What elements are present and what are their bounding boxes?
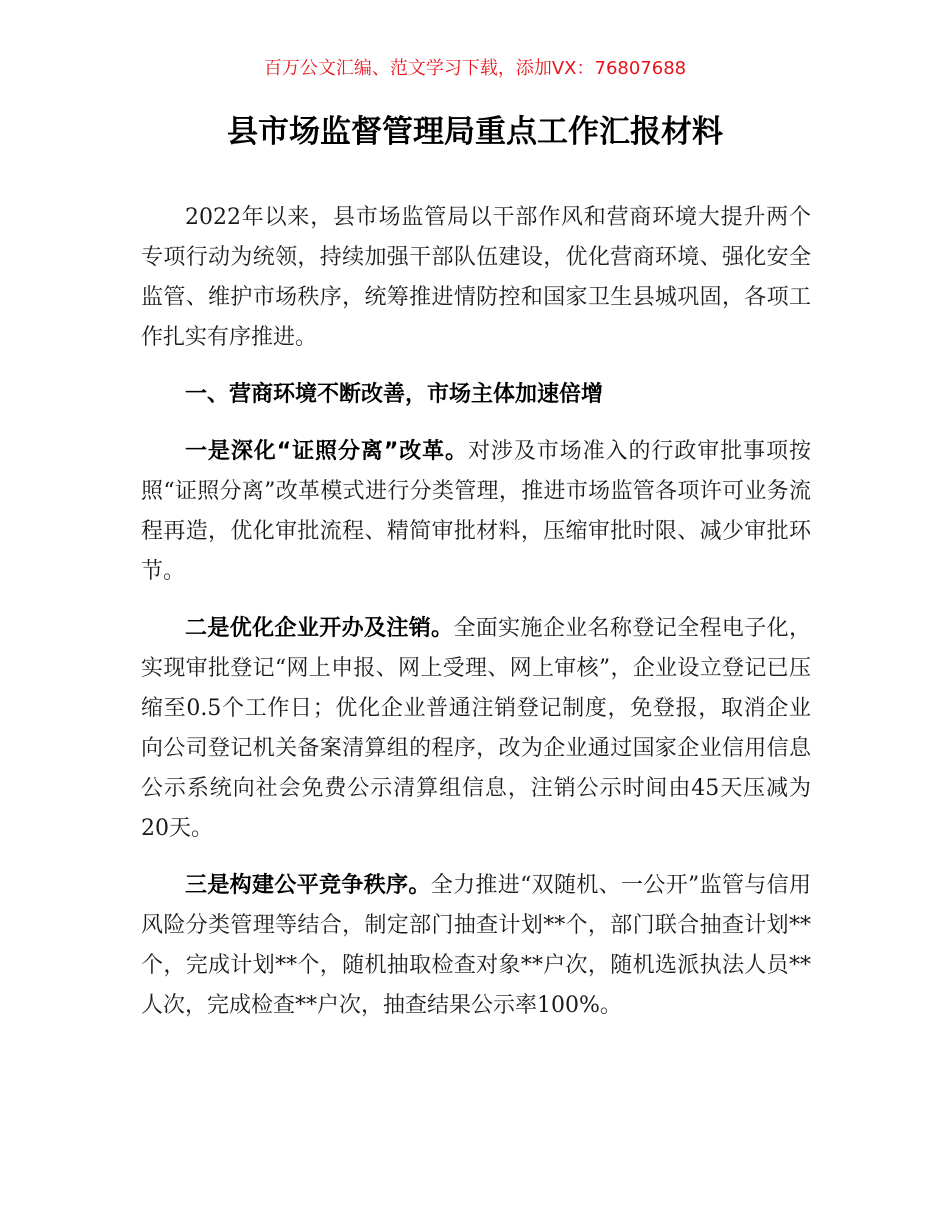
item-text: 全面实施企业名称登记全程电子化，实现审批登记“网上申报、网上受理、网上审核”，企业设立登记已压缩至0.5个工作日；优化企业普通注销登记制度，免登报，取消企业向公司登记机关备案清算组的程序，改为企业通过国家企业信用信息公示系统向社会免费公示清算组信息，注销公示时间由45天压减为20天。 xyxy=(141,616,811,841)
document-body xyxy=(141,198,811,1043)
promo-banner: 百万公文汇编、范文学习下载，添加VX：76807688 xyxy=(263,58,687,79)
item-paragraph-2 xyxy=(141,609,811,849)
item-paragraph-1 xyxy=(141,432,811,592)
document-title: 县市场监督管理局重点工作汇报材料 xyxy=(227,114,723,150)
item-lead: 二是优化企业开办及注销。 xyxy=(185,616,454,641)
item-text: 对涉及市场准入的行政审批事项按照“证照分离”改革模式进行分类管理，推进市场监管各项许可业务流程再造，优化审批流程、精简审批材料，压缩审批时限、减少审批环节。 xyxy=(141,439,811,584)
intro-paragraph: 2022年以来，县市场监管局以干部作风和营商环境大提升两个专项行动为统领，持续加强干部队伍建设，优化营商环境、强化安全监管、维护市场秩序，统筹推进情防控和国家卫生县城巩固，各项工作扎实有序推进。 xyxy=(141,205,811,350)
item-paragraph-3 xyxy=(141,866,811,1026)
item-lead: 三是构建公平竞争秩序。 xyxy=(185,873,431,898)
section-heading: 一、营商环境不断改善，市场主体加速倍增 xyxy=(185,382,604,407)
item-lead: 一是深化“证照分离”改革。 xyxy=(185,439,468,464)
item-text: 全力推进“双随机、一公开”监管与信用风险分类管理等结合，制定部门抽查计划**个，部门联合抽查计划**个，完成计划**个，随机抽取检查对象**户次，随机选派执法人员**人次，完成检查**户次，抽查结果公示率100%。 xyxy=(141,873,811,1018)
